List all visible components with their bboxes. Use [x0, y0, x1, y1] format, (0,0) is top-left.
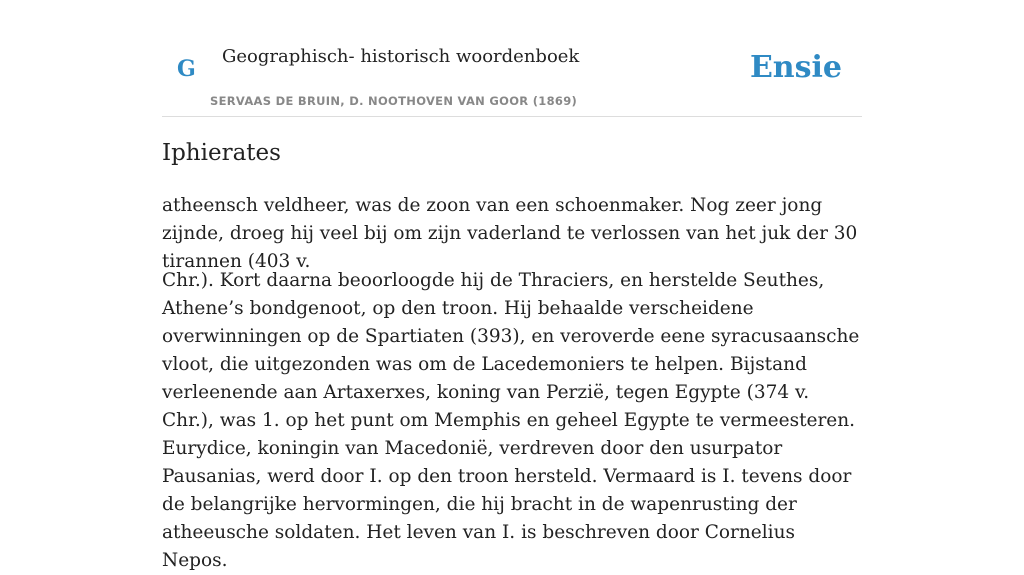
entry-paragraph: atheensch veldheer, was de zoon van een schoenmaker. Nog zeer jong zijnde, droeg hij veel bij om zijn vaderland te verlossen van het juk der 30 tirannen (403 v. — [162, 195, 858, 272]
book-author: SERVAAS DE BRUIN, D. NOOTHOVEN VAN GOOR (1869) — [210, 94, 578, 108]
ensie-logo-link[interactable]: Ensie — [749, 50, 842, 85]
book-letter-link[interactable]: G — [177, 56, 196, 82]
entry-title: Iphierates — [162, 140, 281, 166]
book-title-link[interactable]: Geographisch- historisch woordenboek — [222, 46, 580, 67]
entry-paragraph: Chr.). Kort daarna beoorloogde hij de Thraciers, en herstelde Seuthes, Athene’s bondgenoot, op den troon. Hij behaalde verscheidene overwinningen op de Spartiaten (393), en veroverde eene syracusaansche vloot, die uitgezonden was om de Lacedemoniers te helpen. Bijstand verleenende aan Artaxerxes, koning van Perzië, tegen Egypte (374 v. Chr.), was 1. op het punt om Memphis en geheel Egypte te vermeesteren. Eurydice, koningin van Macedonië, verdreven door den usurpator Pausanias, werd door I. op den troon hersteld. Vermaard is I. tevens door de belangrijke hervormingen, die hij bracht in de wapenrusting der atheeusche soldaten. Het leven van I. is beschreven door Cornelius Nepos. — [162, 270, 860, 571]
header — [162, 0, 862, 117]
